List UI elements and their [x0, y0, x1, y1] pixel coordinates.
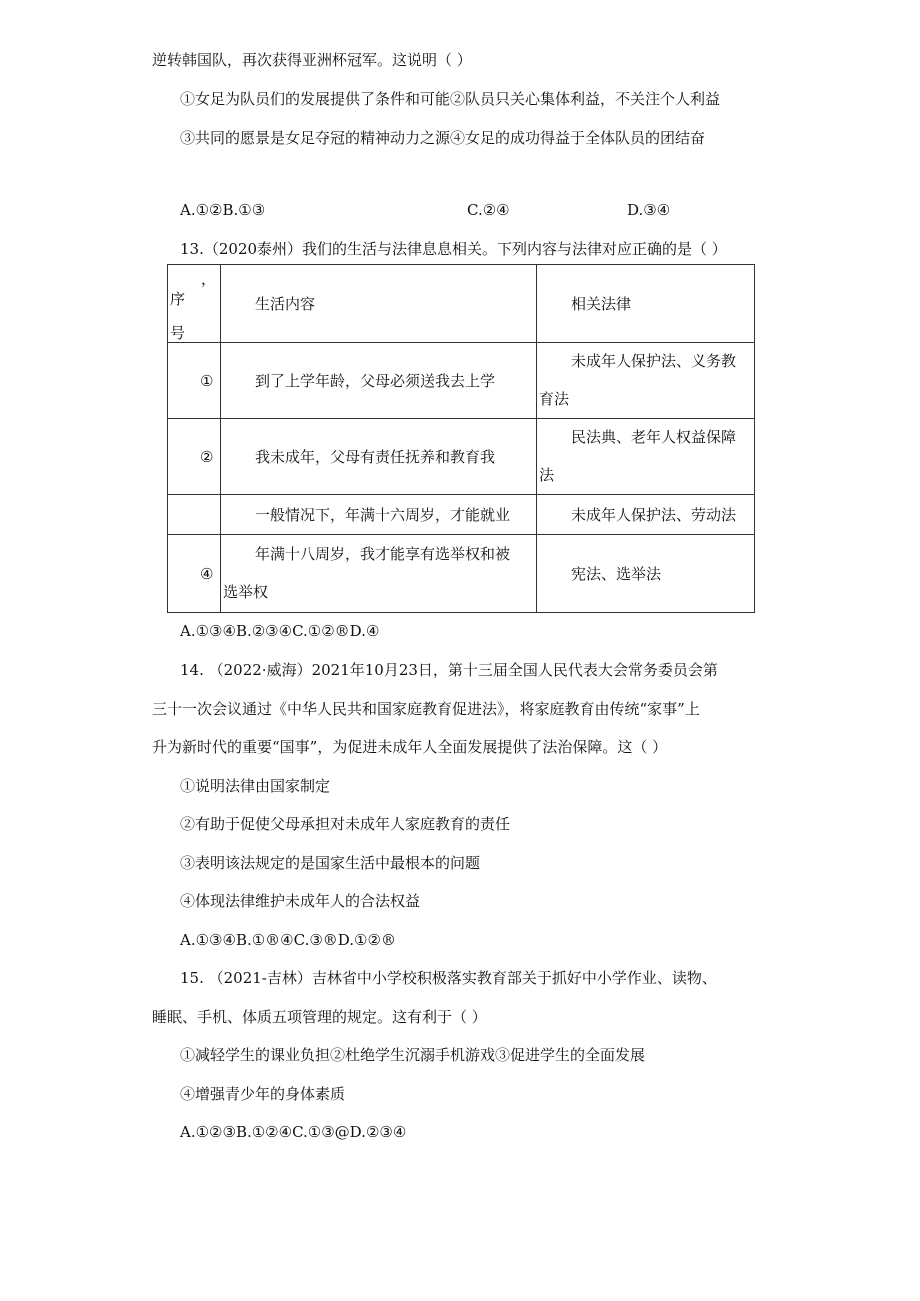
row-content-line2: 选举权 — [223, 583, 269, 601]
q15-item-1: ①减轻学生的课业负担②杜绝学生沉溺手机游戏③促进学生的全面发展 — [180, 1046, 646, 1064]
row-num-cell — [168, 535, 221, 613]
q15-options: A.①②③B.①②④C.①③@D.②③④ — [180, 1123, 407, 1141]
table-row — [168, 419, 755, 495]
header-seq-1: 序 — [170, 290, 186, 308]
table-row — [168, 495, 755, 535]
q13-options: A.①③④B.②③④C.①②®D.④ — [180, 622, 380, 640]
row-num-cell — [168, 495, 221, 535]
q14-item-1: ①说明法律由国家制定 — [180, 777, 331, 795]
row-num-cell — [168, 343, 221, 419]
row-content: 一般情况下，年满十六周岁，才能就业 — [255, 506, 511, 524]
row-content: 我未成年，父母有责任抚养和教育我 — [255, 448, 496, 466]
header-seq-2: 号 — [170, 324, 186, 342]
q12-option-c: C.②④ — [467, 201, 510, 219]
q14-options: A.①③④B.①®④C.③®D.①②® — [180, 931, 396, 949]
q14-item-3: ③表明该法规定的是国家生活中最根本的问题 — [180, 854, 481, 872]
table-row — [168, 343, 755, 419]
header-mark: ， — [201, 270, 217, 288]
row-content: 到了上学年龄，父母必须送我去上学 — [255, 372, 496, 390]
row-content-cell — [221, 419, 537, 495]
q12-statement-1: ①女足为队员们的发展提供了条件和可能②队员只关心集体利益，不关注个人利益 — [180, 90, 721, 108]
table-row — [168, 535, 755, 613]
q15-item-2: ④增强青少年的身体素质 — [180, 1085, 346, 1103]
row-law-cell — [537, 419, 755, 495]
q12-stem-end: 逆转韩国队，再次获得亚洲杯冠军。这说明（ ） — [152, 51, 472, 69]
law-table — [167, 264, 755, 613]
q14-stem-line2: 三十一次会议通过《中华人民共和国家庭教育促进法》，将家庭教育由传统“家事”上 — [152, 700, 700, 718]
row-num: ④ — [200, 565, 214, 583]
header-content-cell — [221, 265, 537, 343]
row-law-cell — [537, 495, 755, 535]
q12-option-ab: A.①②B.①③ — [180, 201, 266, 219]
row-content-cell — [221, 495, 537, 535]
row-content-cell — [221, 343, 537, 419]
row-law-cell — [537, 343, 755, 419]
row-num: ① — [200, 372, 214, 390]
row-content: 年满十八周岁，我才能享有选举权和被 — [255, 545, 511, 563]
q14-stem-line3: 升为新时代的重要“国事”，为促进未成年人全面发展提供了法治保障。这（ ） — [152, 738, 668, 756]
row-law-line1: 未成年人保护法、义务教 — [571, 352, 737, 370]
q14-stem-line1: 14. （2022·威海）2021年10月23日，第十三届全国人民代表大会常务委员会第 — [180, 661, 718, 679]
q12-statement-2: ③共同的愿景是女足夺冠的精神动力之源④女足的成功得益于全体队员的团结奋 — [180, 129, 706, 147]
row-law-cell — [537, 535, 755, 613]
row-law-line2: 法 — [539, 466, 555, 484]
row-law-line1: 宪法、选举法 — [571, 565, 662, 583]
header-seq-cell — [168, 265, 221, 343]
header-law: 相关法律 — [571, 295, 632, 313]
q14-item-2: ②有助于促使父母承担对未成年人家庭教育的责任 — [180, 815, 511, 833]
q15-stem-line1: 15. （2021-吉林）吉林省中小学校积极落实教育部关于抓好中小学作业、读物、 — [180, 969, 717, 987]
table-header-row — [168, 265, 755, 343]
q14-item-4: ④体现法律维护未成年人的合法权益 — [180, 892, 421, 910]
row-law-line2: 育法 — [539, 390, 570, 408]
row-num: ② — [200, 448, 214, 466]
header-law-cell — [537, 265, 755, 343]
q13-stem: 13.（2020泰州）我们的生活与法律息息相关。下列内容与法律对应正确的是（ ） — [180, 240, 727, 258]
q15-stem-line2: 睡眠、手机、体质五项管理的规定。这有利于（ ） — [152, 1008, 487, 1026]
row-law-line1: 民法典、老年人权益保障 — [571, 428, 737, 446]
row-num-cell — [168, 419, 221, 495]
q12-option-d: D.③④ — [627, 201, 671, 219]
header-content: 生活内容 — [255, 295, 316, 313]
row-content-cell — [221, 535, 537, 613]
row-law-line1: 未成年人保护法、劳动法 — [571, 506, 737, 524]
